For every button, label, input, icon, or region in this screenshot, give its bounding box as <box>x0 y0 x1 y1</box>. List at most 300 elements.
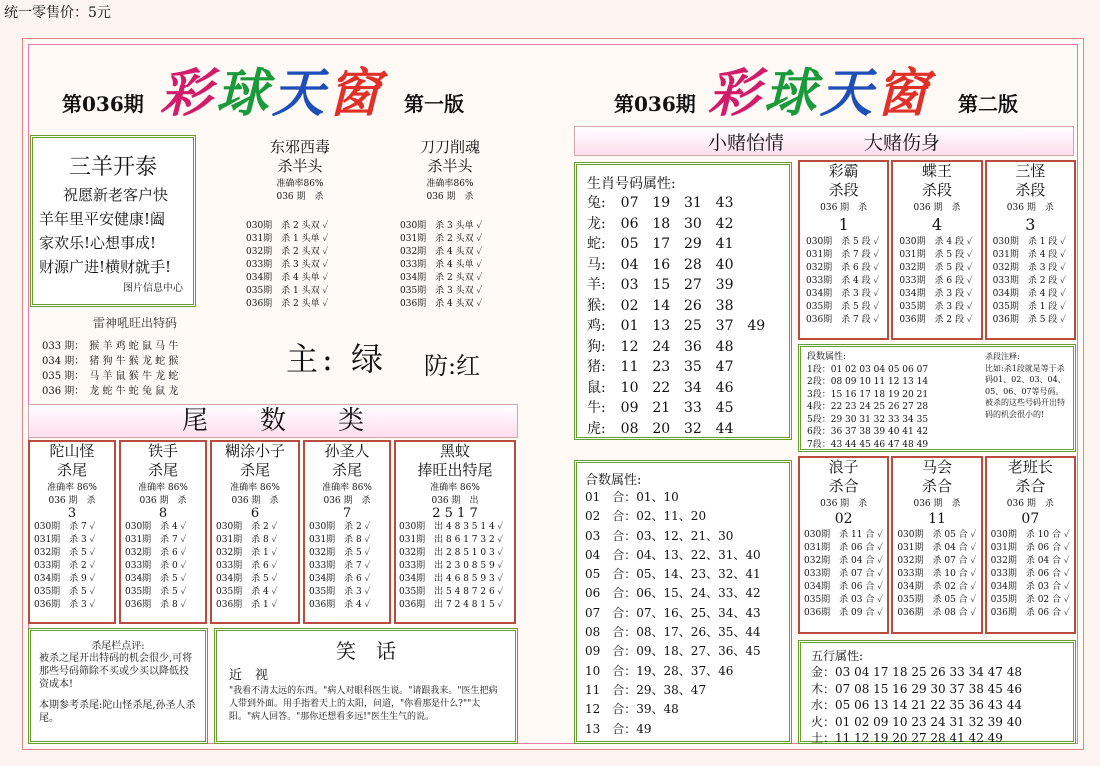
zodiac-number: 19 <box>652 195 671 211</box>
table-row: 12 合：39、48 <box>585 702 679 717</box>
table-row: 10 合：19、28、37、46 <box>585 663 734 678</box>
issue-number-left: 第036期 <box>62 92 144 116</box>
wei-rate: 准确率 86% <box>138 483 188 493</box>
zodiac-number: 29 <box>684 236 702 252</box>
comment-title: 杀尾栏点评: <box>91 641 145 652</box>
table-row: 05 合：05、14、23、32、41 <box>585 567 761 582</box>
wei-box-2 <box>210 440 300 624</box>
he-title: 浪子 <box>828 458 859 476</box>
table-row: 031期 杀 3 ✓ <box>34 535 96 545</box>
table-row: 030期 杀 4 段 ✓ <box>899 237 973 247</box>
zodiac-number: 13 <box>652 318 671 334</box>
duan-subtitle: 杀段 <box>828 181 859 199</box>
zodiac-number <box>747 419 779 440</box>
duan-value: 1 <box>838 215 849 234</box>
table-row: 034期 杀 5 ✓ <box>125 574 187 584</box>
table-row: 033期 杀 4 头单 ✓ <box>400 260 483 270</box>
weishulei-title: 尾 数 类 <box>28 404 518 438</box>
greeting-line: 祝愿新老客户快 <box>63 186 169 204</box>
table-row: 034期 杀 6 ✓ <box>309 574 371 584</box>
wei-value: 8 <box>158 506 168 521</box>
banner-right: 大赌伤身 <box>864 131 941 154</box>
wuxing-title: 五行属性: <box>811 649 864 663</box>
table-row: 030期 杀 10 合 ✓ <box>990 530 1070 540</box>
table-row: 032期 杀 04 合 ✓ <box>804 556 884 566</box>
table-row: 033期 杀 6 段 ✓ <box>899 276 973 286</box>
duan-note-body: 比如:杀1段就是等于杀码01、02、03、04、05、06、07等号码。被杀的这些号码开出特码的机会很小的! <box>985 363 1066 419</box>
zodiac-number <box>747 337 779 358</box>
table-row: 034期 杀 9 ✓ <box>34 574 96 584</box>
zodiac-row <box>587 378 779 399</box>
zodiac-row <box>587 234 779 255</box>
duan-issue: 036 期 杀 <box>820 203 868 213</box>
greeting-line: 家欢乐!心想事成! <box>39 234 157 252</box>
zodiac-row <box>587 337 779 358</box>
table-row: 031期 杀 8 ✓ <box>309 535 371 545</box>
zodiac-animal: 马: <box>587 256 606 273</box>
greeting-title: 三羊开泰 <box>68 155 157 180</box>
table-row: 032期 杀 5 ✓ <box>34 548 96 558</box>
greeting-line: 羊年里平安健康!阖 <box>39 210 166 228</box>
table-row: 036期 杀 4 ✓ <box>309 600 371 610</box>
table-row: 032期 杀 4 头双 ✓ <box>400 247 483 257</box>
zodiac-animal: 鸡: <box>587 318 606 334</box>
logo-left <box>160 64 384 124</box>
duan-subtitle: 杀段 <box>1015 181 1046 199</box>
zodiac-animal: 羊: <box>587 277 606 293</box>
duan-attr-box <box>798 344 1076 452</box>
zodiac-row <box>587 275 779 296</box>
table-row: 036期 杀 08 合 ✓ <box>897 608 977 618</box>
zodiac-animal: 猪: <box>587 359 606 375</box>
table-row: 034期 杀 06 合 ✓ <box>804 582 884 592</box>
table-row: 034期 杀 5 ✓ <box>216 574 278 584</box>
table-row: 4段：22 23 24 25 26 27 28 <box>807 402 929 412</box>
wei-subtitle: 杀尾 <box>331 461 362 479</box>
leishen-title: 雷神吼旺出特码 <box>92 316 177 330</box>
duan-title: 三怪 <box>1015 162 1046 180</box>
he-value: 11 <box>928 511 946 527</box>
zodiac-box <box>574 162 792 440</box>
ddxh-title: 刀刀削魂 <box>419 138 480 156</box>
table-row: 水：05 06 13 14 21 22 35 36 43 44 <box>811 698 1023 712</box>
table-row: 033期 杀 06 合 ✓ <box>990 569 1070 579</box>
zodiac-animal: 蛇: <box>587 236 606 252</box>
table-row: 030期 杀 2 ✓ <box>309 522 371 532</box>
joke-title: 笑 话 <box>336 639 396 663</box>
table-row: 032期 杀 6 ✓ <box>125 548 187 558</box>
zodiac-animal: 虎: <box>587 420 606 437</box>
table-row: 035期 出 5 4 8 7 2 6 ✓ <box>399 587 504 597</box>
table-row: 033期 杀 07 合 ✓ <box>804 569 884 579</box>
table-row: 034期 出 4 6 8 5 9 3 ✓ <box>399 574 504 584</box>
table-row: 032期 杀 07 合 ✓ <box>897 556 977 566</box>
table-row: 033期 杀 0 ✓ <box>125 561 187 571</box>
table-row: 08 合：08、17、26、35、44 <box>585 625 761 640</box>
zodiac-number: 21 <box>652 400 671 416</box>
table-row: 035期 杀 05 合 ✓ <box>897 595 977 605</box>
zodiac-number <box>747 398 779 419</box>
table-row: 035期 杀 02 合 ✓ <box>990 595 1070 605</box>
he-subtitle: 杀合 <box>828 477 859 495</box>
table-row: 031期 杀 7 段 ✓ <box>806 250 880 260</box>
wei-title: 铁手 <box>147 442 178 460</box>
table-row: 035期 杀 03 合 ✓ <box>804 595 884 605</box>
table-row: 035期 杀 5 ✓ <box>34 587 96 597</box>
zodiac-number <box>747 275 779 296</box>
dxxd-subtitle: 杀半头 <box>277 157 323 175</box>
logo-char: 球 <box>764 63 821 124</box>
zodiac-number: 20 <box>652 420 671 437</box>
wei-subtitle: 杀尾 <box>147 461 178 479</box>
table-row: 030期 杀 2 ✓ <box>216 522 278 532</box>
heiwen-subtitle: 捧旺出特尾 <box>417 461 493 479</box>
table-row: 032期 杀 5 段 ✓ <box>899 263 973 273</box>
table-row: 033期 杀 2 ✓ <box>34 561 96 571</box>
he-attr-title: 合数属性: <box>585 473 642 488</box>
price-label: 统一零售价：5元 <box>4 5 111 21</box>
table-row: 036期 杀 4 头双 ✓ <box>400 299 483 309</box>
wei-rate: 准确率 86% <box>230 483 280 493</box>
he-issue: 036 期 杀 <box>820 499 868 509</box>
table-row: 030期 杀 4 ✓ <box>125 522 187 532</box>
table-row: 034期 杀 3 段 ✓ <box>899 289 973 299</box>
zodiac-number: 35 <box>684 359 702 375</box>
table-row: 031期 杀 1 头单 ✓ <box>246 234 329 244</box>
zodiac-number: 34 <box>684 379 702 396</box>
wei-value: 6 <box>250 506 260 521</box>
table-row: 036期 杀 09 合 ✓ <box>804 608 884 618</box>
he-value: 07 <box>1021 511 1040 527</box>
table-row: 03 合：03、12、21、30 <box>585 528 734 543</box>
zodiac-number <box>747 255 779 276</box>
he-value: 02 <box>834 511 853 527</box>
zodiac-row <box>587 316 779 337</box>
table-row: 033期 杀 7 ✓ <box>309 561 371 571</box>
table-row: 035期 杀 3 ✓ <box>309 587 371 597</box>
zodiac-number: 05 <box>620 236 639 252</box>
wei-issue: 036 期 杀 <box>231 496 279 506</box>
zodiac-row <box>587 357 779 378</box>
table-row: 032期 杀 5 ✓ <box>309 548 371 558</box>
zodiac-number <box>747 357 779 378</box>
logo-char: 天 <box>272 63 329 124</box>
zodiac-number: 30 <box>684 215 702 232</box>
heiwen-box <box>394 440 516 624</box>
table-row: 033期 杀 6 ✓ <box>216 561 278 571</box>
wei-issue: 036 期 杀 <box>48 496 96 506</box>
table-row: 036期 杀 3 ✓ <box>34 600 96 610</box>
table-row: 034 期： 猪 狗 牛 猴 龙 蛇 猴 <box>42 356 179 367</box>
heiwen-issue: 036 期 出 <box>431 496 479 506</box>
wei-subtitle: 杀尾 <box>56 461 87 479</box>
table-row: 032期 出 2 8 5 1 0 3 ✓ <box>399 548 504 558</box>
wei-rate: 准确率 86% <box>47 483 97 493</box>
zodiac-number <box>747 214 779 235</box>
duan-attr-title: 段数属性: <box>807 352 847 362</box>
zodiac-number: 18 <box>652 215 671 232</box>
zodiac-number: 04 <box>620 256 639 273</box>
table-row: 033期 杀 4 段 ✓ <box>806 276 880 286</box>
table-row: 033期 杀 3 头双 ✓ <box>246 260 329 270</box>
version-left: 第一版 <box>404 92 464 116</box>
zodiac-number: 17 <box>652 236 671 252</box>
table-row: 036期 出 7 2 4 8 1 5 ✓ <box>399 600 504 610</box>
table-row: 033期 杀 10 合 ✓ <box>897 569 977 579</box>
table-row: 034期 杀 4 段 ✓ <box>992 289 1066 299</box>
wei-issue: 036 期 杀 <box>323 496 371 506</box>
zodiac-number: 14 <box>652 297 671 314</box>
heiwen-title: 黑蚊 <box>439 442 470 460</box>
table-row: 033期 杀 2 段 ✓ <box>992 276 1066 286</box>
wei-box-0 <box>28 440 116 624</box>
table-row: 032期 杀 2 头双 ✓ <box>246 247 329 257</box>
table-row: 032期 杀 1 ✓ <box>216 548 278 558</box>
zodiac-number: 16 <box>652 256 671 273</box>
table-row: 6段：36 37 38 39 40 41 42 <box>807 427 929 437</box>
table-row: 036期 杀 06 合 ✓ <box>990 608 1070 618</box>
table-row: 032期 杀 3 段 ✓ <box>992 263 1066 273</box>
zodiac-number: 09 <box>620 400 639 416</box>
wei-value: 7 <box>342 506 352 521</box>
zodiac-animal: 龙: <box>587 215 606 232</box>
table-row: 1段：01 02 03 04 05 06 07 <box>807 364 929 375</box>
he-box-1 <box>891 456 982 634</box>
table-row: 030期 杀 3 头单 ✓ <box>400 221 483 231</box>
table-row: 031期 杀 7 ✓ <box>125 535 187 545</box>
duan-title: 彩霸 <box>828 162 859 180</box>
table-row: 031期 杀 06 合 ✓ <box>990 543 1070 553</box>
table-row: 火：01 02 09 10 23 24 31 32 39 40 <box>811 714 1023 729</box>
zodiac-number: 15 <box>652 277 671 293</box>
zodiac-number: 41 <box>715 236 734 252</box>
joke-subtitle: 近 视 <box>229 668 269 683</box>
zodiac-row <box>587 214 779 235</box>
table-row: 木：07 08 15 16 29 30 37 38 45 46 <box>811 681 1023 696</box>
zodiac-row <box>587 296 779 317</box>
zodiac-number: 46 <box>715 379 734 396</box>
duan-box-0 <box>798 160 889 340</box>
zodiac-number: 39 <box>715 277 734 293</box>
table-row: 7段：43 44 45 46 47 48 49 <box>807 439 929 450</box>
table-row: 036 期： 龙 蛇 牛 蛇 兔 鼠 龙 <box>42 386 179 397</box>
zodiac-title: 生肖号码属性: <box>587 176 676 192</box>
table-row: 3段：15 16 17 18 19 20 21 <box>807 389 929 400</box>
joke-body: "我看不清太远的东西。"病人对眼科医生说。"请跟我来。"医生把病人带到外面。用手指着天上的太阳，问道，"你看那是什么?""太阳。"病人回答。"那你还想看多远!"医生生气的说。 <box>229 686 498 722</box>
wei-boxes <box>28 440 518 624</box>
table-row: 13 合：49 <box>585 721 652 736</box>
banner <box>574 126 1074 156</box>
zodiac-number: 37 <box>715 318 734 334</box>
zodiac-number: 38 <box>715 297 734 314</box>
zodiac-number: 23 <box>652 359 671 375</box>
ddxh-subtitle: 杀半头 <box>427 157 473 175</box>
he-box-0 <box>798 456 889 634</box>
wei-subtitle: 杀尾 <box>239 461 270 479</box>
table-row: 06 合：06、15、24、33、42 <box>585 586 761 601</box>
shawei-comment <box>28 628 208 744</box>
duan-issue: 036 期 杀 <box>913 203 961 213</box>
duan-note-title: 杀段注释: <box>985 352 1020 361</box>
logo-char: 彩 <box>160 63 217 124</box>
table-row: 035期 杀 1 段 ✓ <box>992 302 1066 312</box>
logo-char: 球 <box>216 63 273 124</box>
logo-char: 天 <box>820 63 877 124</box>
zodiac-number: 22 <box>652 379 671 396</box>
zodiac-number: 28 <box>684 256 702 273</box>
table-row: 07 合：07、16、25、34、43 <box>585 605 761 620</box>
greeting-box <box>30 135 196 307</box>
version-right: 第二版 <box>958 92 1018 116</box>
table-row: 034期 杀 2 头双 ✓ <box>400 273 483 283</box>
zodiac-number: 36 <box>684 338 702 355</box>
table-row: 02 合：02、11、20 <box>585 509 707 524</box>
dxxd-issue: 036 期 杀 <box>276 192 324 202</box>
zodiac-number: 25 <box>684 318 702 334</box>
table-row: 030期 出 4 8 3 5 1 4 ✓ <box>399 522 504 532</box>
duan-boxes <box>798 160 1076 340</box>
zodiac-number <box>747 378 779 399</box>
greeting-footer: 图片信息中心 <box>123 283 183 294</box>
table-row: 036期 杀 2 段 ✓ <box>899 315 973 325</box>
table-row: 031期 杀 06 合 ✓ <box>804 543 884 553</box>
table-row: 034期 杀 3 段 ✓ <box>806 289 880 299</box>
duan-value: 3 <box>1025 215 1036 234</box>
table-row: 04 合：04、13、22、31、40 <box>585 547 761 562</box>
zodiac-animal: 兔: <box>587 195 606 211</box>
zodiac-number: 10 <box>620 379 639 396</box>
zodiac-number: 42 <box>715 215 734 232</box>
zodiac-animal: 狗: <box>587 338 606 355</box>
table-row: 036期 杀 2 头单 ✓ <box>246 299 329 309</box>
zodiac-number: 48 <box>715 338 734 355</box>
zodiac-animal: 猴: <box>587 297 606 314</box>
heiwen-value: 2 5 1 7 <box>432 506 478 521</box>
table-row: 034期 杀 02 合 ✓ <box>897 582 977 592</box>
zodiac-number: 07 <box>620 195 639 211</box>
joke-box <box>214 628 518 744</box>
zodiac-number <box>747 234 779 255</box>
table-row: 030期 杀 2 头双 ✓ <box>246 221 329 231</box>
zodiac-number: 49 <box>747 318 766 334</box>
table-row: 036期 杀 5 段 ✓ <box>992 315 1066 325</box>
zodiac-number: 11 <box>620 359 639 375</box>
greeting-line: 财源广进!横财就手! <box>39 258 172 276</box>
logo-char: 窗 <box>876 63 933 124</box>
zodiac-animal: 鼠: <box>587 379 606 396</box>
zodiac-animal: 牛: <box>587 400 606 416</box>
zodiac-number: 47 <box>715 359 734 375</box>
table-row: 032期 杀 6 段 ✓ <box>806 263 880 273</box>
he-issue: 036 期 杀 <box>913 499 961 509</box>
wei-title: 陀山怪 <box>49 442 95 460</box>
zodiac-number <box>747 193 779 214</box>
table-row: 031期 出 8 6 1 7 3 2 ✓ <box>399 535 504 545</box>
main-color: 主: 绿 <box>286 340 387 378</box>
he-title: 老班长 <box>1007 458 1053 476</box>
table-row: 033期 出 2 3 0 8 5 9 ✓ <box>399 561 504 571</box>
table-row: 031期 杀 2 头双 ✓ <box>400 234 483 244</box>
zodiac-number: 33 <box>684 400 702 416</box>
table-row: 035期 杀 3 头双 ✓ <box>400 286 483 296</box>
table-row: 01 合：01、10 <box>585 490 679 504</box>
table-row: 030期 杀 1 段 ✓ <box>992 237 1066 247</box>
wei-title: 糊涂小子 <box>224 442 285 460</box>
table-row: 金：03 04 17 18 25 26 33 34 47 48 <box>811 665 1023 679</box>
issue-number-right: 第036期 <box>614 92 696 116</box>
logo-char: 彩 <box>708 63 765 124</box>
zodiac-number: 24 <box>652 338 671 355</box>
zodiac-number: 40 <box>715 256 734 273</box>
he-subtitle: 杀合 <box>1015 477 1046 495</box>
table-row: 2段：08 09 10 11 12 13 14 <box>807 377 929 387</box>
table-row: 031期 杀 04 合 ✓ <box>897 543 977 553</box>
he-issue: 036 期 杀 <box>1006 499 1054 509</box>
table-row: 033 期： 猴 羊 鸡 蛇 鼠 马 牛 <box>42 341 179 352</box>
zodiac-number: 01 <box>620 318 639 334</box>
he-boxes <box>798 456 1076 634</box>
ddxh-issue: 036 期 杀 <box>426 192 474 202</box>
table-row: 5段：29 30 31 32 33 34 35 <box>807 414 929 425</box>
table-row: 035 期： 马 羊 鼠 猴 牛 龙 蛇 <box>42 371 179 382</box>
comment-ref: 陀山怪杀尾,孙圣人杀尾。 <box>39 700 196 724</box>
duan-title: 蝶王 <box>921 162 952 180</box>
logo-char: 窗 <box>328 63 385 124</box>
comment-body: 被杀之尾开出特码的机会很少,可将那些号码筛除不买或少买以降低投资成本! <box>39 653 193 690</box>
table-row: 036期 杀 7 段 ✓ <box>806 315 880 325</box>
wei-issue: 036 期 杀 <box>139 496 187 506</box>
zodiac-row <box>587 193 779 214</box>
zodiac-number: 44 <box>715 420 734 437</box>
table-row: 035期 杀 1 头双 ✓ <box>246 286 329 296</box>
dxxd-panel <box>226 138 374 308</box>
table-row: 031期 杀 8 ✓ <box>216 535 278 545</box>
fang-color: 防:红 <box>424 352 481 380</box>
zodiac-row <box>587 419 779 440</box>
table-row: 032期 杀 04 合 ✓ <box>990 556 1070 566</box>
he-subtitle: 杀合 <box>921 477 952 495</box>
wei-title: 孙圣人 <box>324 442 370 460</box>
table-row: 036期 杀 8 ✓ <box>125 600 187 610</box>
table-row: 035期 杀 5 ✓ <box>125 587 187 597</box>
table-row: 034期 杀 03 合 ✓ <box>990 582 1070 592</box>
ddxh-rate: 准确率86% <box>426 179 474 189</box>
ddxh-panel <box>380 138 520 308</box>
duan-box-1 <box>891 160 982 340</box>
logo-right <box>708 64 932 124</box>
zodiac-number: 03 <box>620 277 639 293</box>
dxxd-rate: 准确率86% <box>276 179 324 189</box>
zodiac-row <box>587 255 779 276</box>
zodiac-number: 26 <box>684 297 702 314</box>
zodiac-number: 45 <box>715 400 734 416</box>
wei-box-3 <box>303 440 391 624</box>
zodiac-number: 12 <box>620 338 639 355</box>
dxxd-title: 东邪西毒 <box>269 138 330 156</box>
zodiac-number: 43 <box>715 195 734 211</box>
table-row: 030期 杀 7 ✓ <box>34 522 96 532</box>
he-attr-box <box>574 460 792 744</box>
duan-value: 4 <box>931 215 943 234</box>
table-row: 034期 杀 4 头单 ✓ <box>246 273 329 283</box>
zodiac-number: 27 <box>684 277 702 293</box>
table-row: 031期 杀 5 段 ✓ <box>899 250 973 260</box>
table-row: 030期 杀 11 合 ✓ <box>804 530 884 540</box>
wei-rate: 准确率 86% <box>322 483 372 493</box>
duan-issue: 036 期 杀 <box>1006 203 1054 213</box>
table-row: 035期 杀 4 ✓ <box>216 587 278 597</box>
zodiac-number <box>747 296 779 317</box>
